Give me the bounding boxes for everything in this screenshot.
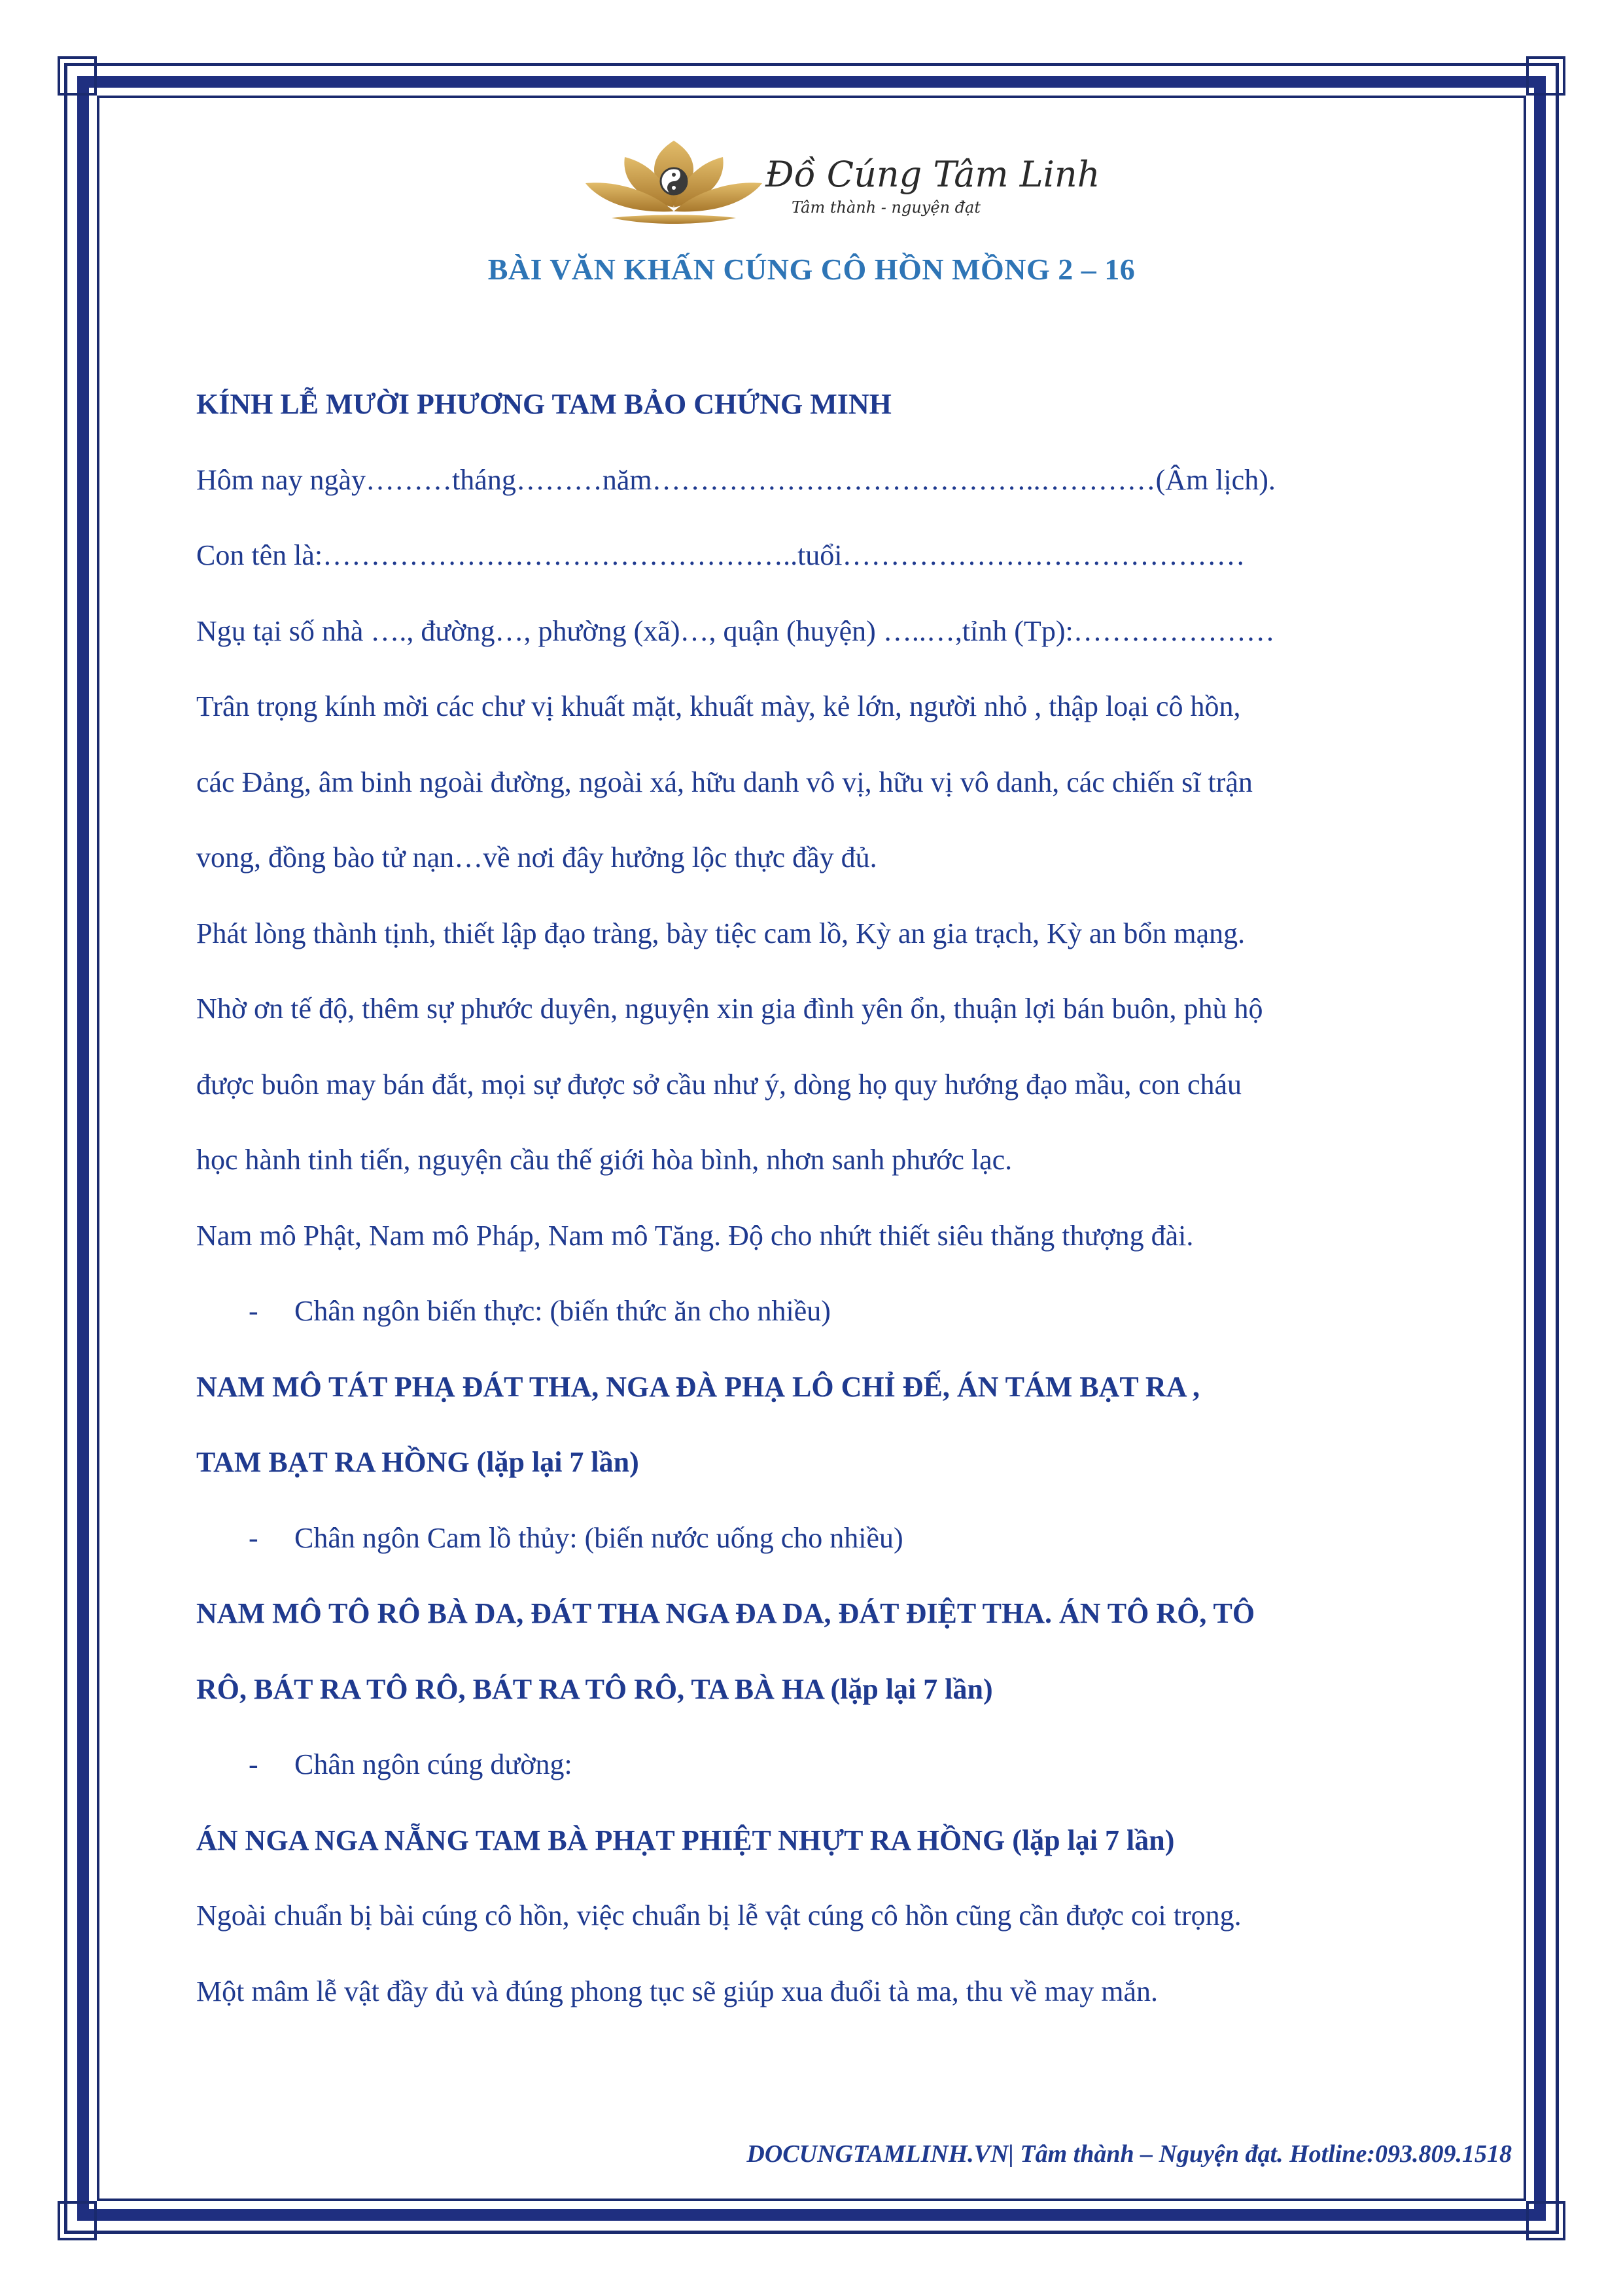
- bullet-text: Chân ngôn biến thực: (biến thức ăn cho nhiều): [294, 1295, 831, 1327]
- name-line: Con tên là:…………………………………………..tuổi……………………………………: [196, 539, 1246, 571]
- vow-line: Phát lòng thành tịnh, thiết lập đạo tràng, bày tiệc cam lồ, Kỳ an gia trạch, Kỳ an bổn mạng.: [196, 917, 1246, 949]
- list-item: - Chân ngôn Cam lồ thủy: (biến nước uống cho nhiều): [249, 1521, 903, 1554]
- section-heading: KÍNH LỄ MƯỜI PHƯƠNG TAM BẢO CHỨNG MINH: [196, 388, 892, 420]
- prayer-text: [196, 366, 1439, 2029]
- border-corner-bottom-left: [58, 2201, 97, 2240]
- date-line: Hôm nay ngày………tháng………năm…………………………………..…………(Âm lịch).: [196, 463, 1276, 496]
- footer-hotline: DOCUNGTAMLINH.VN| Tâm thành – Nguyện đạt. Hotline:093.809.1518: [746, 2140, 1512, 2168]
- vow-line: Nhờ ơn tế độ, thêm sự phước duyên, nguyện xin gia đình yên ổn, thuận lợi bán buôn, phù hộ: [196, 993, 1263, 1025]
- mantra-line: TAM BẠT RA HỒNG (lặp lại 7 lần): [196, 1446, 639, 1478]
- invitation-line: Trân trọng kính mời các chư vị khuất mặt, khuất mày, kẻ lớn, người nhỏ , thập loại cô hồn,: [196, 690, 1241, 722]
- lotus-icon: [576, 134, 1100, 232]
- list-item: - Chân ngôn biến thực: (biến thức ăn cho nhiều): [249, 1295, 831, 1327]
- address-line: Ngụ tại số nhà …., đường…, phường (xã)…, quận (huyện) …..…,tỉnh (Tp):…………………: [196, 614, 1275, 647]
- vow-line: được buôn may bán đắt, mọi sự được sở cầu như ý, dòng họ quy hướng đạo mầu, con cháu: [196, 1068, 1242, 1101]
- bullet-text: Chân ngôn Cam lồ thủy: (biến nước uống cho nhiều): [294, 1521, 903, 1554]
- border-corner-top-left: [58, 56, 97, 96]
- mantra-line: NAM MÔ TÔ RÔ BÀ DA, ĐÁT THA NGA ĐA DA, ĐÁT ĐIỆT THA. ÁN TÔ RÔ, TÔ: [196, 1597, 1255, 1629]
- invitation-line: các Đảng, âm binh ngoài đường, ngoài xá, hữu danh vô vị, hữu vị vô danh, các chiến sĩ trận: [196, 766, 1253, 798]
- svg-text:Đồ Cúng Tâm Linh: Đồ Cúng Tâm Linh: [765, 154, 1100, 195]
- invitation-line: vong, đồng bào tử nạn…về nơi đây hưởng lộc thực đầy đủ.: [196, 841, 877, 874]
- brand-logo: [576, 134, 1100, 232]
- border-corner-bottom-right: [1526, 2201, 1565, 2240]
- page-title: BÀI VĂN KHẤN CÚNG CÔ HỒN MỒNG 2 – 16: [487, 253, 1136, 286]
- list-item: - Chân ngôn cúng dường:: [249, 1748, 572, 1780]
- bullet-text: Chân ngôn cúng dường:: [294, 1748, 572, 1780]
- closing-line: Ngoài chuẩn bị bài cúng cô hồn, việc chuẩn bị lễ vật cúng cô hồn cũng cần được coi trọng.: [196, 1899, 1242, 1932]
- mantra-line: RÔ, BÁT RA TÔ RÔ, BÁT RA TÔ RÔ, TA BÀ HA (lặp lại 7 lần): [196, 1672, 993, 1705]
- svg-text:Tâm thành - nguyện đạt: Tâm thành - nguyện đạt: [792, 198, 981, 217]
- mantra-line: NAM MÔ TÁT PHẠ ĐÁT THA, NGA ĐÀ PHẠ LÔ CHỈ ĐẾ, ÁN TÁM BẠT RA ,: [196, 1370, 1200, 1403]
- closing-line: Một mâm lễ vật đầy đủ và đúng phong tục sẽ giúp xua đuổi tà ma, thu về may mắn.: [196, 1975, 1159, 2007]
- border-corner-top-right: [1526, 56, 1565, 96]
- mantra-line: ÁN NGA NGA NẴNG TAM BÀ PHẠT PHIỆT NHỰT RA HỒNG (lặp lại 7 lần): [196, 1824, 1175, 1856]
- vow-line: học hành tinh tiến, nguyện cầu thế giới hòa bình, nhơn sanh phước lạc.: [196, 1144, 1013, 1176]
- namo-line: Nam mô Phật, Nam mô Pháp, Nam mô Tăng. Độ cho nhứt thiết siêu thăng thượng đài.: [196, 1219, 1194, 1252]
